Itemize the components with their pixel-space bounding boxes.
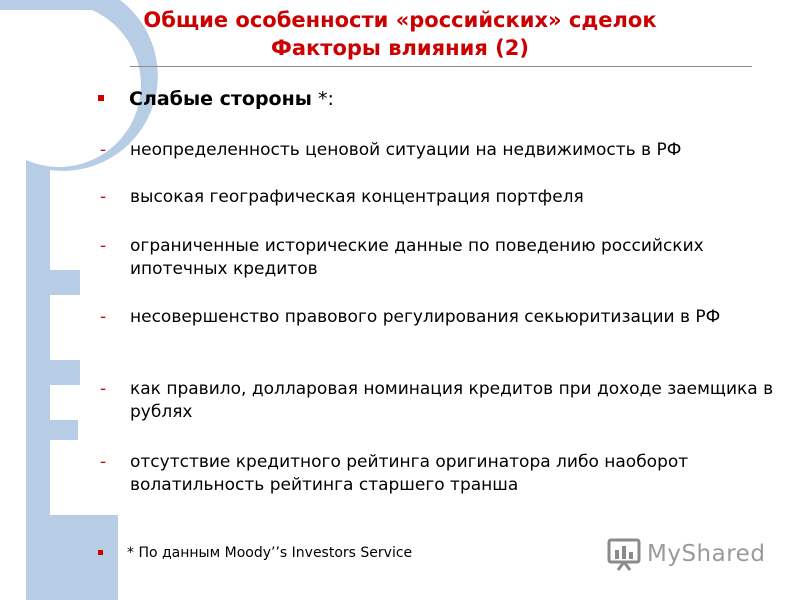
footnote [98, 545, 412, 561]
dash-bullet: - [100, 452, 107, 472]
footnote-text: * По данным Moody’’s Investors Service [127, 545, 413, 561]
list-item-text: несовершенство правового регулирования секьюритизации в РФ [130, 307, 721, 327]
list-item-text: высокая географическая концентрация портфеля [130, 187, 584, 207]
list-item [100, 186, 780, 209]
square-bullet-icon [98, 550, 103, 555]
dash-bullet: - [100, 140, 107, 160]
list-item [100, 378, 780, 424]
title-divider [130, 66, 752, 67]
slide-title-line-2: Факторы влияния (2) [271, 36, 529, 60]
presentation-board-icon [607, 537, 641, 571]
myshared-logo[interactable] [607, 537, 767, 571]
slide-title [120, 6, 680, 62]
square-bullet-icon [98, 95, 104, 101]
section-heading [98, 88, 334, 110]
slide-title-line-1: Общие особенности «российских» сделок [143, 8, 657, 32]
list-item [100, 306, 780, 329]
dash-bullet: - [100, 307, 107, 327]
list-item [100, 451, 780, 497]
logo-text: MyShared [647, 541, 766, 567]
dash-bullet: - [100, 236, 107, 256]
list-item [100, 139, 780, 162]
dash-bullet: - [100, 187, 107, 207]
list-item-text: ограниченные исторические данные по поведению российских ипотечных кредитов [130, 236, 704, 279]
list-item-text: отсутствие кредитного рейтинга оригинатора либо наоборот волатильность рейтинга старшего транша [130, 452, 689, 495]
list-item [100, 235, 780, 281]
dash-bullet: - [100, 379, 107, 399]
list-item-text: неопределенность ценовой ситуации на недвижимость в РФ [130, 140, 682, 160]
list-item-text: как правило, долларовая номинация кредитов при доходе заемщика в рублях [130, 379, 774, 422]
section-heading-mark: *: [311, 88, 334, 110]
section-heading-text: Слабые стороны [129, 88, 312, 110]
